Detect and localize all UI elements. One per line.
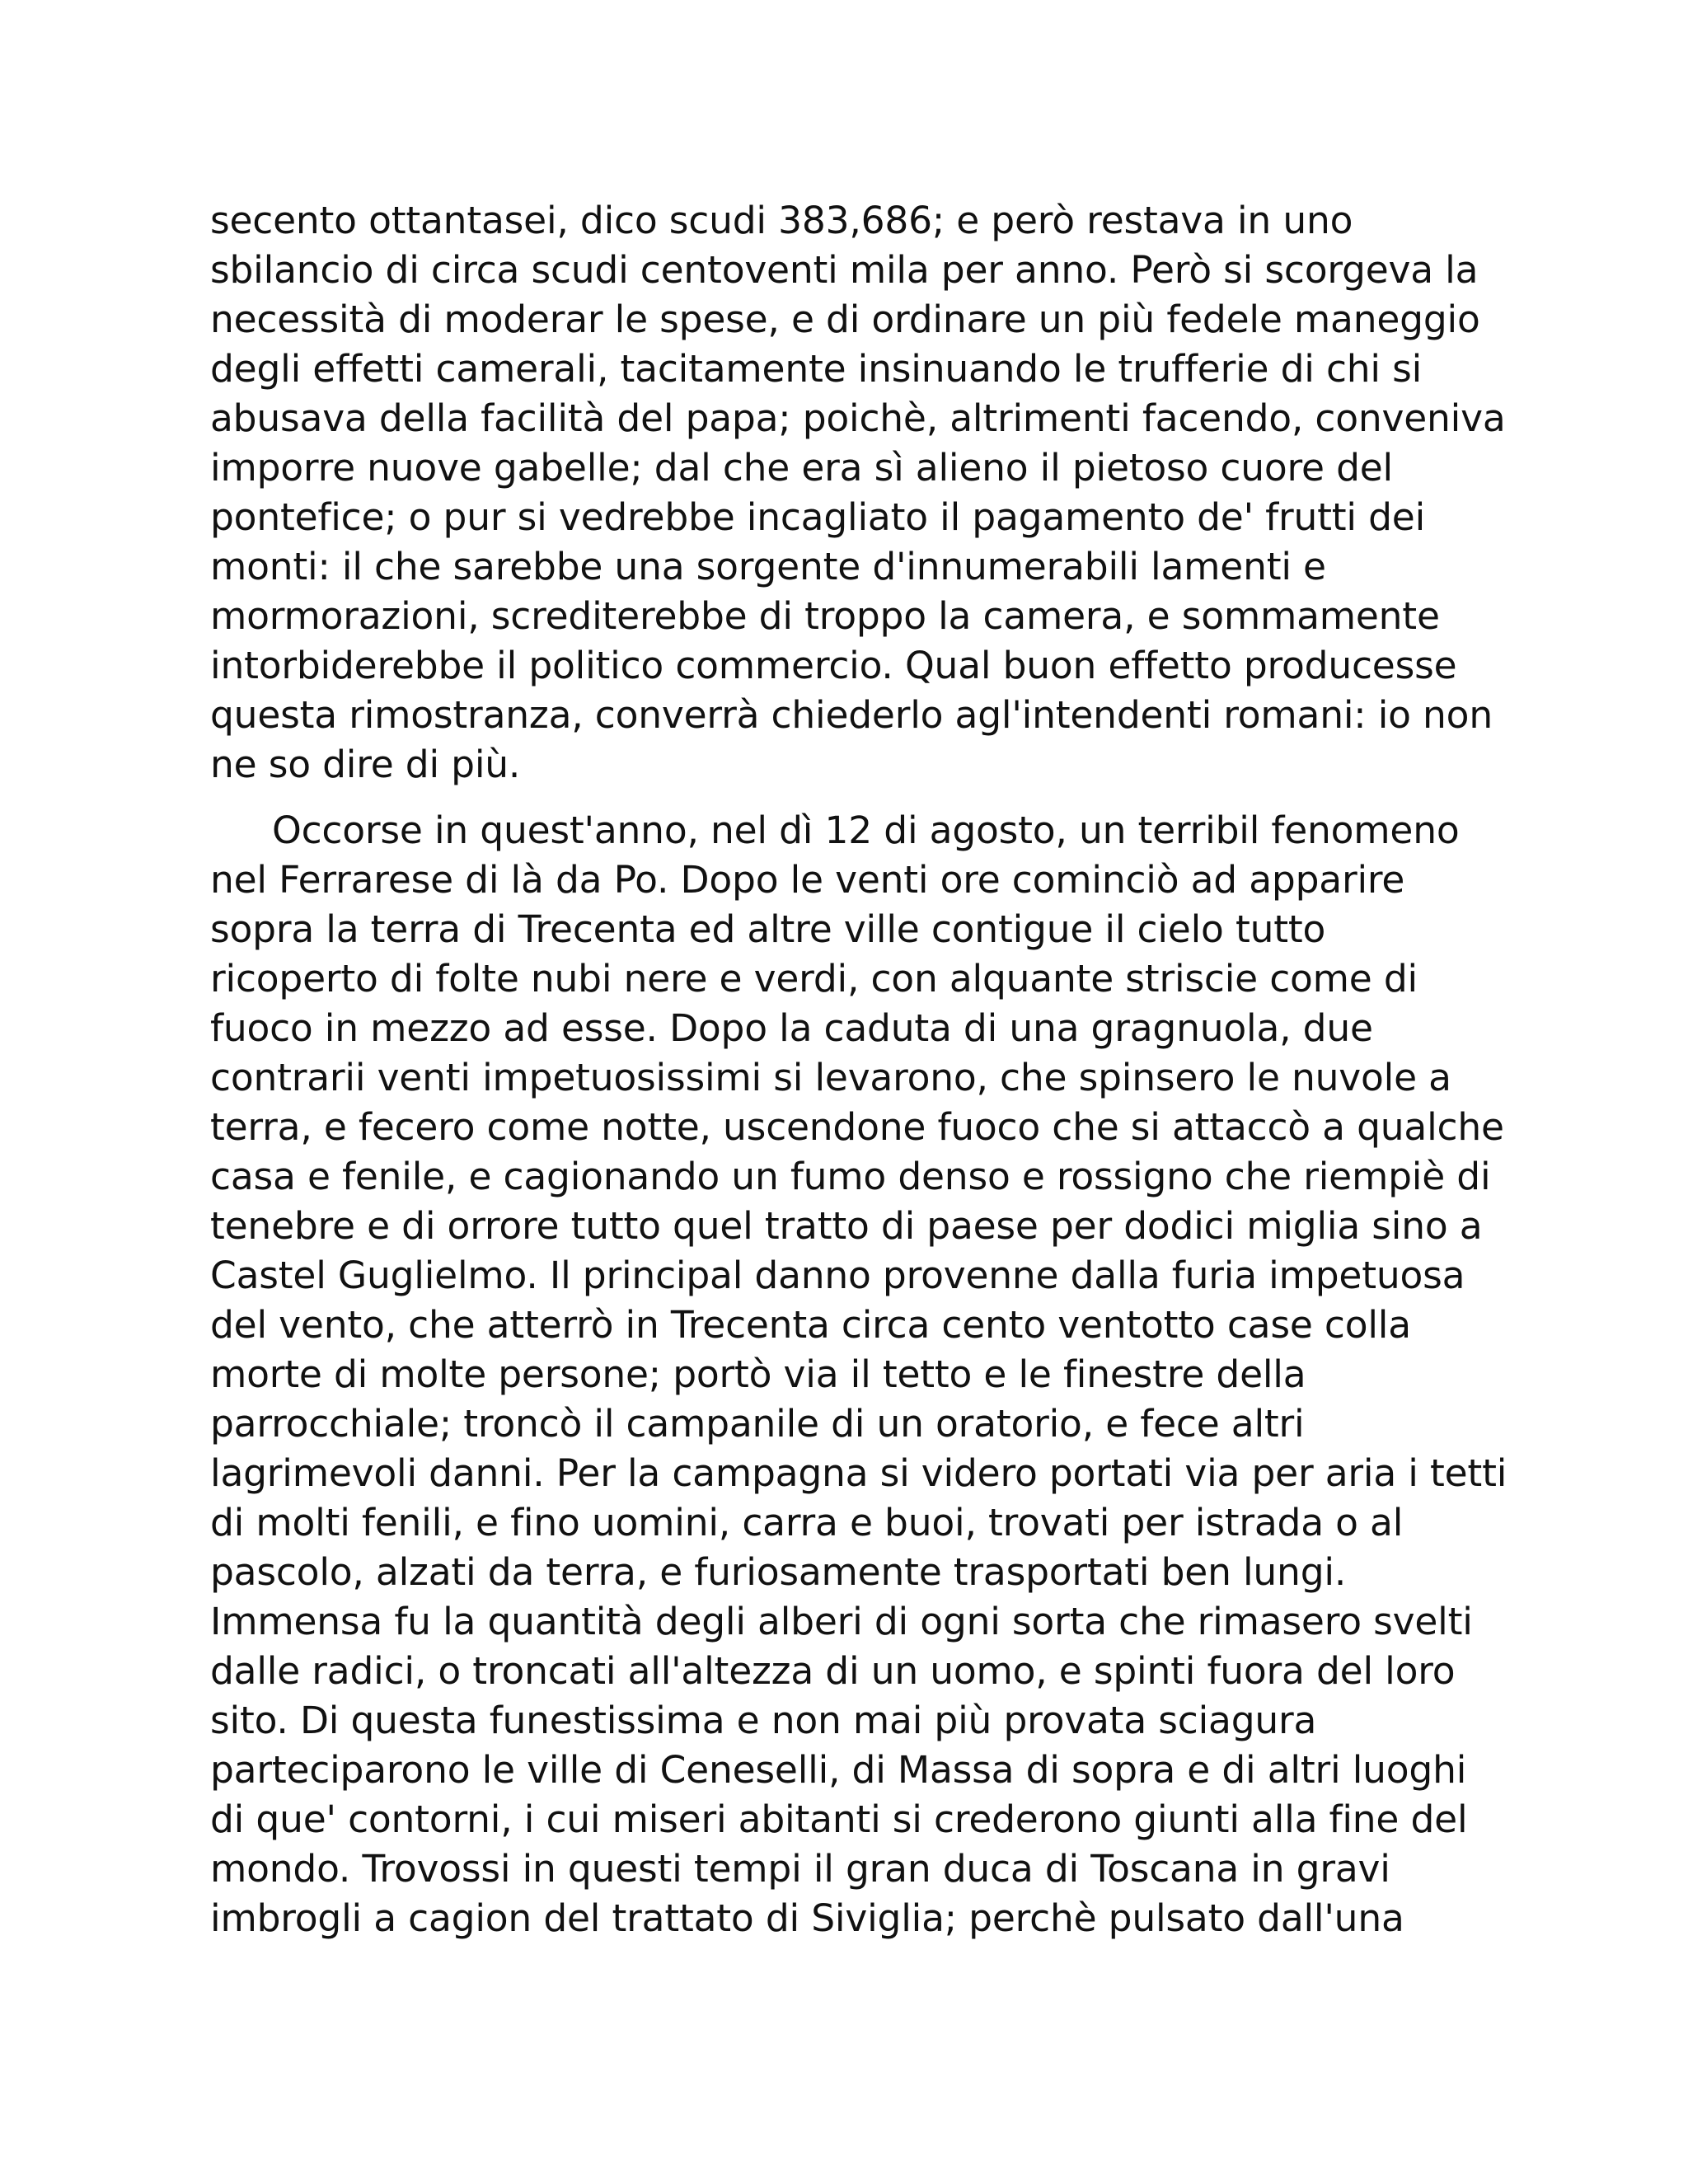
- text-line: dalle radici, o troncati all'altezza di un uomo, e spinti fuora del loro: [210, 1649, 1456, 1693]
- text-line: parrocchiale; troncò il campanile di un oratorio, e fece altri: [210, 1402, 1305, 1446]
- text-line: terra, e fecero come notte, uscendone fuoco che si attaccò a qualche: [210, 1105, 1504, 1149]
- text-line: fuoco in mezzo ad esse. Dopo la caduta di una gragnuola, due: [210, 1006, 1373, 1050]
- paragraph-2: [210, 806, 1507, 1943]
- text-line: casa e fenile, e cagionando un fumo denso e rossigno che riempiè di: [210, 1155, 1491, 1198]
- text-line: nel Ferrarese di là da Po. Dopo le venti ore cominciò ad apparire: [210, 858, 1405, 902]
- text-line: lagrimevoli danni. Per la campagna si videro portati via per aria i tetti: [210, 1451, 1507, 1495]
- text-line: Castel Guglielmo. Il principal danno provenne dalla furia impetuosa: [210, 1254, 1465, 1297]
- text-line: Occorse in quest'anno, nel dì 12 di agosto, un terribil fenomeno: [272, 808, 1460, 852]
- text-line: contrarii venti impetuosissimi si levarono, che spinsero le nuvole a: [210, 1056, 1451, 1099]
- text-line: sito. Di questa funestissima e non mai più provata sciagura: [210, 1699, 1317, 1742]
- text-line: Immensa fu la quantità degli alberi di ogni sorta che rimasero svelti: [210, 1600, 1473, 1643]
- text-line: del vento, che atterrò in Trecenta circa cento ventotto case colla: [210, 1303, 1411, 1347]
- text-line: degli effetti camerali, tacitamente insinuando le trufferie di chi si: [210, 347, 1423, 391]
- text-line: sbilancio di circa scudi centoventi mila per anno. Però si scorgeva la: [210, 248, 1479, 292]
- text-line: tenebre e di orrore tutto quel tratto di paese per dodici miglia sino a: [210, 1204, 1483, 1248]
- text-line: mormorazioni, screditerebbe di troppo la camera, e sommamente: [210, 594, 1440, 638]
- text-line: sopra la terra di Trecenta ed altre ville contigue il cielo tutto: [210, 907, 1326, 951]
- text-line: pascolo, alzati da terra, e furiosamente trasportati ben lungi.: [210, 1550, 1347, 1594]
- text-line: intorbiderebbe il politico commercio. Qual buon effetto producesse: [210, 644, 1457, 687]
- text-line: ricoperto di folte nubi nere e verdi, con alquante striscie come di: [210, 957, 1418, 1001]
- text-line: di que' contorni, i cui miseri abitanti si crederono giunti alla fine del: [210, 1797, 1468, 1841]
- text-line: parteciparono le ville di Ceneselli, di Massa di sopra e di altri luoghi: [210, 1748, 1467, 1792]
- text-line: necessità di moderar le spese, e di ordinare un più fedele maneggio: [210, 298, 1480, 341]
- paragraph-1: [210, 196, 1506, 790]
- text-line: imporre nuove gabelle; dal che era sì alieno il pietoso cuore del: [210, 446, 1394, 490]
- text-line: secento ottantasei, dico scudi 383,686; e però restava in uno: [210, 199, 1353, 242]
- text-line: morte di molte persone; portò via il tetto e le finestre della: [210, 1352, 1306, 1396]
- document-page: [210, 196, 1507, 1943]
- text-line: questa rimostranza, converrà chiederlo agl'intendenti romani: io non: [210, 693, 1493, 737]
- text-line: monti: il che sarebbe una sorgente d'innumerabili lamenti e: [210, 545, 1326, 588]
- text-line: imbrogli a cagion del trattato di Siviglia; perchè pulsato dall'una: [210, 1896, 1404, 1940]
- text-line: di molti fenili, e fino uomini, carra e buoi, trovati per istrada o al: [210, 1501, 1404, 1544]
- text-line: pontefice; o pur si vedrebbe incagliato il pagamento de' frutti dei: [210, 495, 1426, 539]
- text-line: mondo. Trovossi in questi tempi il gran duca di Toscana in gravi: [210, 1847, 1390, 1891]
- text-line: abusava della facilità del papa; poichè, altrimenti facendo, conveniva: [210, 396, 1506, 440]
- paragraph-spacer: [210, 790, 1496, 806]
- text-line: ne so dire di più.: [210, 743, 521, 786]
